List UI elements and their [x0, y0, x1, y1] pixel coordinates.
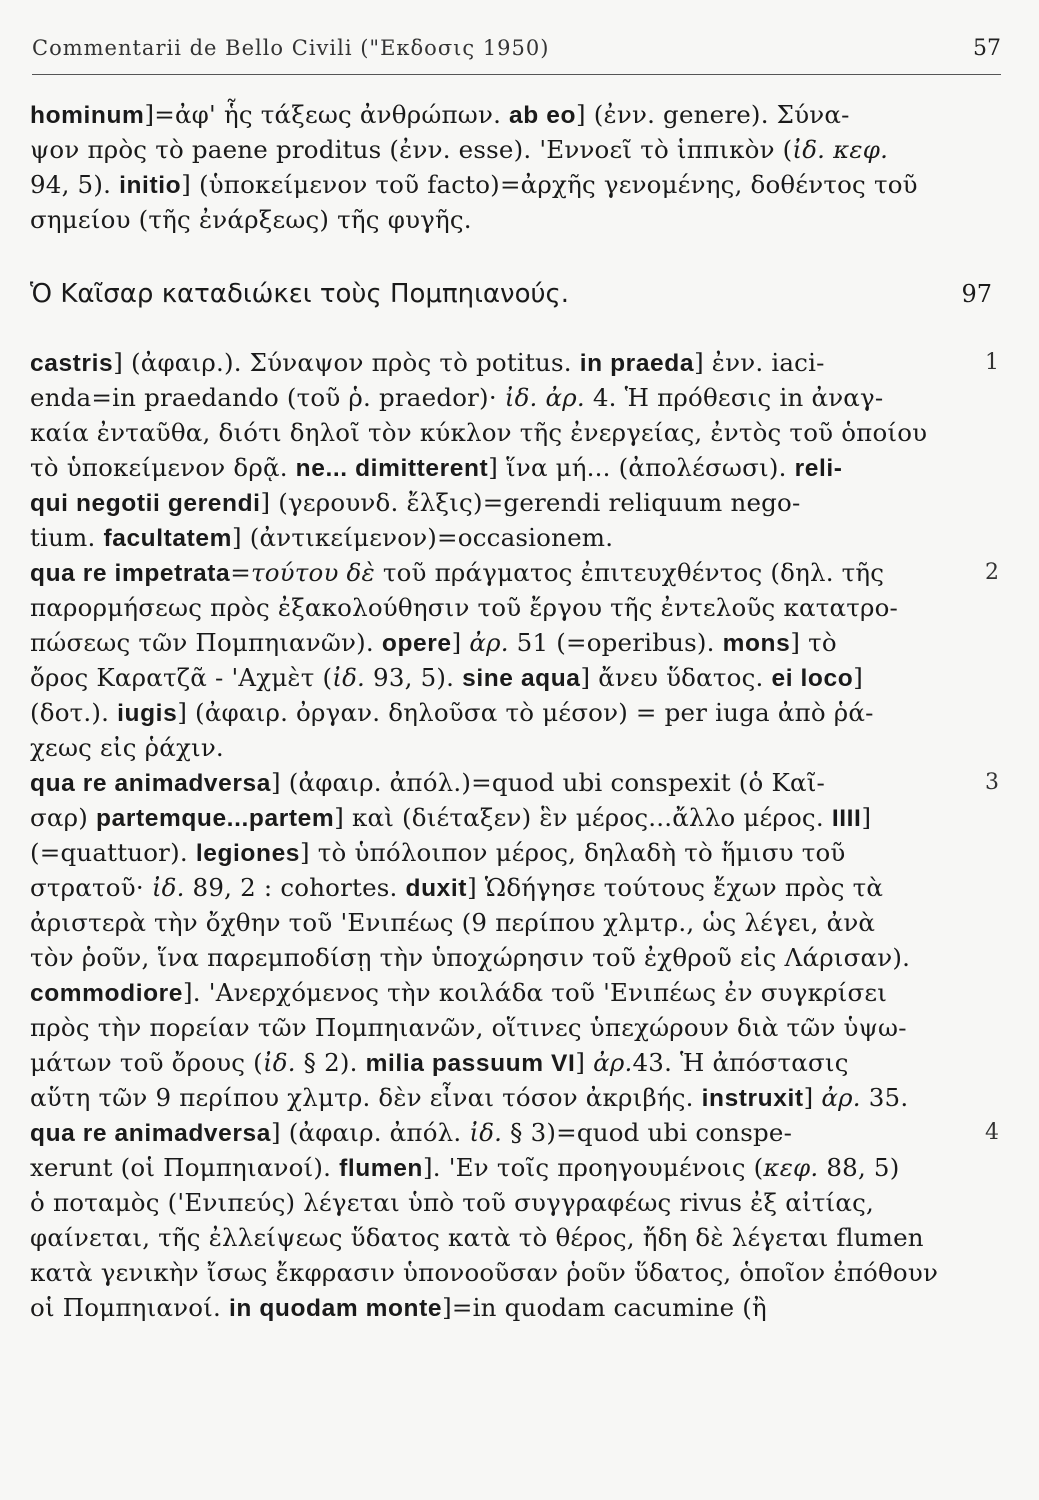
- gloss-text: 43. Ἡ ἀπόστασις: [632, 1048, 849, 1077]
- abbreviation: ἀρ.: [593, 1048, 633, 1077]
- gloss-text: 88, 5): [818, 1153, 900, 1182]
- text-row: [30, 485, 942, 520]
- lemma: qua re animadversa: [30, 1120, 271, 1147]
- gloss-text: ]. 'Ανερχόμενος τὴν κοιλάδα τοῦ 'Ενιπέως ἐν συγκρίσει: [183, 978, 888, 1007]
- section-number: 97: [961, 280, 992, 308]
- gloss-text: 51 (=operibus).: [508, 628, 723, 657]
- gloss-text: σημείου (τῆς ἐνάρξεως) τῆς φυγῆς.: [30, 205, 472, 234]
- gloss-text: enda=in praedando (τοῦ ῥ. praedor)·: [30, 383, 505, 412]
- gloss-text: σαρ): [30, 803, 97, 832]
- gloss-text: τὸ ὑποκείμενον δρᾷ.: [30, 453, 296, 482]
- section-marginal-number: 1: [985, 350, 999, 375]
- text-line: [30, 450, 942, 485]
- abbreviation: τούτου δὲ: [250, 558, 375, 587]
- gloss-text: κατὰ γενικὴν ἴσως ἔκφρασιν ὑπονοοῦσαν ῥοῦν ὕδατος, ὁποῖον ἐπόθουν: [30, 1258, 939, 1287]
- text-row: [30, 1220, 942, 1255]
- text-row: [30, 730, 942, 765]
- gloss-text: xerunt (οἱ Πομπηιανοί).: [30, 1153, 340, 1182]
- text-line: [30, 800, 942, 835]
- gloss-text: αὕτη τῶν 9 περίπου χλμτρ. δὲν εἶναι τόσον ἀκριβής.: [30, 1083, 702, 1112]
- running-title: Commentarii de Bello Civili ("Εκδοσις 1950): [32, 36, 550, 60]
- text-row: [30, 520, 942, 555]
- text-line: [30, 202, 942, 237]
- gloss-text: οἱ Πομπηιανοί.: [30, 1293, 229, 1322]
- text-line: [30, 940, 942, 975]
- section-marginal-number: 4: [985, 1120, 999, 1145]
- text-line: [30, 730, 942, 765]
- text-row: [30, 1080, 942, 1115]
- lemma: flumen: [339, 1155, 423, 1182]
- page-number: 57: [973, 36, 1001, 61]
- text-row: [30, 660, 942, 695]
- text-row: [30, 695, 942, 730]
- text-line: [30, 835, 942, 870]
- gloss-text: φαίνεται, τῆς ἐλλείψεως ὕδατος κατὰ τὸ θέρος, ἤδη δὲ λέγεται flumen: [30, 1223, 924, 1252]
- lemma: IIII: [831, 805, 862, 832]
- lemma: milia passuum VI: [365, 1050, 576, 1077]
- page-header: [32, 32, 1001, 75]
- lemma: duxit: [405, 875, 468, 902]
- text-row: [30, 905, 942, 940]
- lemma: qua re animadversa: [30, 770, 271, 797]
- text-row: [30, 940, 942, 975]
- lemma: ei loco: [771, 665, 854, 692]
- text-line: [30, 1010, 942, 1045]
- gloss-text: ] ἄνευ ὕδατος.: [580, 663, 772, 692]
- text-row: [30, 835, 942, 870]
- gloss-text: ψον πρὸς τὸ paene proditus (ἐνν. esse). 'Εννοεῖ τὸ ἱππικὸν (: [30, 135, 793, 164]
- abbreviation: ἀρ.: [469, 628, 509, 657]
- abbreviation: ἰδ. κεφ.: [792, 135, 889, 164]
- gloss-text: 94, 5).: [30, 170, 120, 199]
- lemma: sine aqua: [462, 665, 581, 692]
- text-line: [30, 380, 942, 415]
- lemma: opere: [381, 630, 452, 657]
- text-line: [30, 1115, 942, 1150]
- text-line: [30, 1150, 942, 1185]
- gloss-text: ] (ἀφαιρ. ἀπόλ.: [270, 1118, 470, 1147]
- gloss-text: ]: [575, 1048, 594, 1077]
- gloss-text: (δοτ.).: [30, 698, 118, 727]
- gloss-text: στρατοῦ·: [30, 873, 152, 902]
- gloss-text: ]. 'Εν τοῖς προηγουμένοις (: [423, 1153, 764, 1182]
- gloss-text: ]: [451, 628, 470, 657]
- lemma: instruxit: [701, 1085, 804, 1112]
- lemma: ab eo: [509, 102, 577, 129]
- text-row: [30, 555, 999, 590]
- gloss-text: 35.: [860, 1083, 909, 1112]
- commentary-body: [30, 345, 999, 1325]
- text-line: [30, 1045, 942, 1080]
- abbreviation: ἰδ.: [262, 1048, 296, 1077]
- text-line: [30, 590, 942, 625]
- lemma: ne... dimitterent: [295, 455, 489, 482]
- text-row: [30, 800, 942, 835]
- lemma: in quodam monte: [228, 1295, 443, 1322]
- gloss-text: καία ἐνταῦθα, διότι δηλοῖ τὸν κύκλον τῆς ἐνεργείας, ἐντὸς τοῦ ὁποίου: [30, 418, 928, 447]
- gloss-text: ]: [853, 663, 864, 692]
- abbreviation: ἰδ.: [151, 873, 185, 902]
- text-row: [30, 765, 999, 800]
- text-row: [30, 1185, 942, 1220]
- gloss-text: παρορμήσεως πρὸς ἐξακολούθησιν τοῦ ἔργου τῆς ἐντελοῦς κατατρο-: [30, 593, 898, 622]
- intro-paragraph: [30, 97, 942, 237]
- gloss-text: χεως εἰς ῥάχιν.: [30, 733, 224, 762]
- lemma: commodiore: [30, 980, 184, 1007]
- lemma: qua re impetrata: [30, 560, 231, 587]
- lemma: in praeda: [579, 350, 695, 377]
- text-row: [30, 380, 942, 415]
- lemma: facultatem: [103, 525, 233, 552]
- text-row: [30, 345, 999, 380]
- text-line: [30, 905, 942, 940]
- gloss-text: =: [230, 558, 251, 587]
- gloss-text: τὸν ῥοῦν, ἵνα παρεμποδίσῃ τὴν ὑποχώρησιν τοῦ ἐχθροῦ εἰς Λάρισαν).: [30, 943, 911, 972]
- text-row: [30, 450, 942, 485]
- text-line: [30, 167, 942, 202]
- gloss-text: μάτων τοῦ ὄρους (: [30, 1048, 263, 1077]
- text-line: [30, 1220, 942, 1255]
- gloss-text: 89, 2 : cohortes.: [184, 873, 406, 902]
- abbreviation: ἰδ.: [469, 1118, 503, 1147]
- text-line: [30, 1185, 942, 1220]
- abbreviation: ἀρ.: [821, 1083, 861, 1112]
- text-row: [30, 1290, 942, 1325]
- lemma: castris: [30, 350, 114, 377]
- gloss-text: ἀριστερὰ τὴν ὄχθην τοῦ 'Ενιπέως (9 περίπου χλμτρ., ὡς λέγει, ἀνὰ: [30, 908, 876, 937]
- gloss-text: ]=in quodam cacumine (ἢ: [442, 1293, 767, 1322]
- gloss-text: ] τὸ: [790, 628, 837, 657]
- gloss-text: ] καὶ (διέταξεν) ἓν μέρος...ἄλλο μέρος.: [334, 803, 832, 832]
- text-line: [30, 555, 942, 590]
- gloss-text: § 2).: [295, 1048, 366, 1077]
- text-row: [30, 1255, 942, 1290]
- text-line: [30, 485, 942, 520]
- gloss-text: ] ἵνα μή... (ἀπολέσωσι).: [488, 453, 795, 482]
- lemma: partemque...partem: [96, 805, 335, 832]
- gloss-text: ὁ ποταμὸς ('Ενιπεύς) λέγεται ὑπὸ τοῦ συγγραφέως rivus ἐξ αἰτίας,: [30, 1188, 874, 1217]
- text-line: [30, 132, 942, 167]
- text-line: [30, 870, 942, 905]
- gloss-text: ] Ὡδήγησε τούτους ἔχων πρὸς τὰ: [467, 873, 884, 902]
- section-marginal-number: 3: [985, 770, 999, 795]
- lemma: legiones: [195, 840, 301, 867]
- gloss-text: tium.: [30, 523, 104, 552]
- text-line: [30, 345, 942, 380]
- page-content: [30, 97, 999, 1325]
- lemma: mons: [722, 630, 791, 657]
- text-line: [30, 97, 942, 132]
- gloss-text: πώσεως τῶν Πομπηιανῶν).: [30, 628, 382, 657]
- text-line: [30, 415, 942, 450]
- lemma: iugis: [117, 700, 178, 727]
- abbreviation: ἰδ.: [332, 663, 366, 692]
- text-row: [30, 590, 942, 625]
- lemma: hominum: [30, 102, 145, 129]
- gloss-text: 4. Ἡ πρόθεσις in ἀναγ-: [584, 383, 884, 412]
- text-row: [30, 1045, 942, 1080]
- text-row: [30, 1010, 942, 1045]
- text-row: [30, 1115, 999, 1150]
- gloss-text: ] (γερουνδ. ἔλξις)=gerendi reliquum nego-: [260, 488, 801, 517]
- section-marginal-number: 2: [985, 560, 999, 585]
- gloss-text: ]: [861, 803, 872, 832]
- section-heading: [30, 274, 992, 314]
- gloss-text: ] (ἐνν. genere). Σύνα-: [576, 100, 850, 129]
- text-line: [30, 625, 942, 660]
- gloss-text: ] (ἀφαιρ. ὀργαν. δηλοῦσα τὸ μέσον) = per iuga ἀπὸ ῥά-: [177, 698, 874, 727]
- gloss-text: ] (ἀφαιρ.). Σύναψον πρὸς τὸ potitus.: [113, 348, 580, 377]
- gloss-text: ] ἐνν. iaci-: [694, 348, 825, 377]
- text-line: [30, 695, 942, 730]
- text-row: [30, 870, 942, 905]
- lemma: qui negotii gerendi: [30, 490, 261, 517]
- text-line: [30, 660, 942, 695]
- gloss-text: ]: [803, 1083, 822, 1112]
- gloss-text: τοῦ πράγματος ἐπιτευχθέντος (δηλ. τῆς: [374, 558, 885, 587]
- text-line: [30, 1255, 942, 1290]
- text-row: [30, 415, 942, 450]
- text-row: [30, 625, 942, 660]
- gloss-text: (=quattuor).: [30, 838, 196, 867]
- text-line: [30, 765, 942, 800]
- gloss-text: ]=ἀφ' ἧς τάξεως ἀνθρώπων.: [144, 100, 510, 129]
- section-title: Ὁ Καῖσαρ καταδιώκει τοὺς Πομπηιανούς.: [30, 279, 570, 309]
- gloss-text: 93, 5).: [365, 663, 463, 692]
- gloss-text: ] (ἀντικείμενον)=occasionem.: [232, 523, 614, 552]
- gloss-text: ] τὸ ὑπόλοιπον μέρος, δηλαδὴ τὸ ἥμισυ τοῦ: [300, 838, 846, 867]
- text-line: [30, 520, 942, 555]
- gloss-text: ὄρος Καρατζᾶ - 'Αχμὲτ (: [30, 663, 333, 692]
- gloss-text: § 3)=quod ubi conspe-: [502, 1118, 793, 1147]
- lemma: reli-: [794, 455, 843, 482]
- abbreviation: ἰδ. ἀρ.: [504, 383, 585, 412]
- lemma: initio: [119, 172, 182, 199]
- text-row: [30, 975, 942, 1010]
- text-line: [30, 1080, 942, 1115]
- text-line: [30, 975, 942, 1010]
- text-line: [30, 1290, 942, 1325]
- abbreviation: κεφ.: [763, 1153, 819, 1182]
- text-row: [30, 1150, 942, 1185]
- gloss-text: ] (ὑποκείμενον τοῦ facto)=ἀρχῆς γενομένης, δοθέντος τοῦ: [181, 170, 918, 199]
- gloss-text: ] (ἀφαιρ. ἀπόλ.)=quod ubi conspexit (ὁ Καῖ-: [270, 768, 825, 797]
- gloss-text: πρὸς τὴν πορείαν τῶν Πομπηιανῶν, οἵτινες ὑπεχώρουν διὰ τῶν ὑψω-: [30, 1013, 907, 1042]
